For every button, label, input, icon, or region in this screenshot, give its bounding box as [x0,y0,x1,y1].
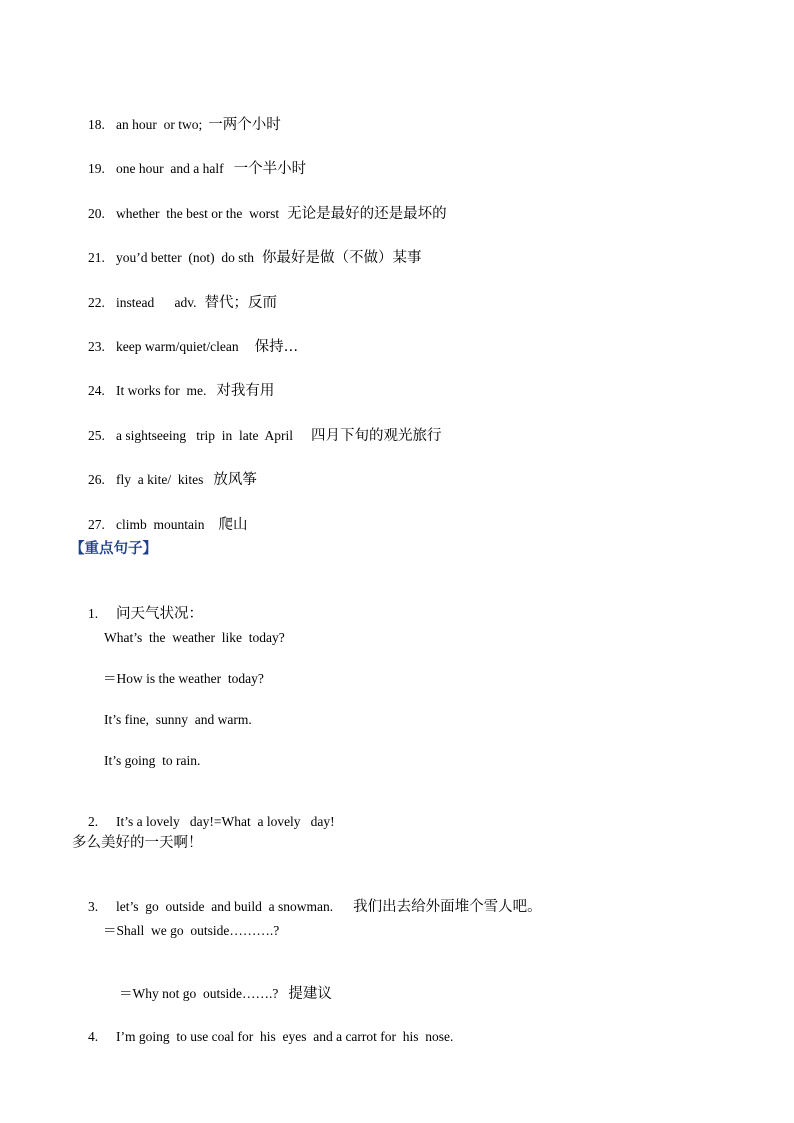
sentence-english: I’m going to use coal for his eyes and a carrot for his nose. [116,1029,454,1044]
example-sentence: It’s fine, sunny and warm. [104,712,252,727]
phrase-english: fly a kite/ kites [116,472,204,487]
phrase-english: keep warm/quiet/clean [116,339,239,354]
phrase-chinese: 你最好是做（不做）某事 [261,250,422,266]
phrase-english: an hour or two; [116,117,203,132]
phrase-chinese: 保持… [254,339,299,355]
usage-note: 提建议 [288,986,332,1002]
sentence-translation: 我们出去给外面堆个雪人吧。 [353,899,542,915]
item-number: 26. [88,472,105,487]
example-sentence: ＝How is the weather today? [103,671,264,686]
item-number: 3. [88,899,99,914]
item-number: 20. [88,206,105,221]
item-number: 19. [88,161,105,176]
phrase-english: one hour and a half [116,161,224,176]
phrase-chinese: 一个半小时 [233,161,307,177]
item-number: 21. [88,250,105,265]
sentence-english: It’s a lovely day!=What a lovely day! [116,814,335,829]
phrase-chinese: 替代；反而 [204,295,277,311]
example-sentence: ＝Shall we go outside……….? [103,923,280,938]
item-number: 25. [88,428,105,443]
phrase-english: climb mountain [116,517,205,532]
sentence-translation: 多么美好的一天啊！ [72,835,203,851]
sentence-item [72,1007,453,1067]
phrase-chinese: 放风筝 [213,472,257,488]
phrase-english: instead adv. [116,295,197,310]
item-number: 24. [88,383,105,398]
phrase-english: a sightseeing trip in late April [116,428,293,443]
item-number: 4. [88,1029,99,1044]
phrase-chinese: 爬山 [218,517,248,533]
phrase-chinese: 对我有用 [216,383,275,399]
example-sentence: It’s going to rain. [104,753,201,768]
phrase-chinese: 无论是最好的还是最坏的 [287,206,447,222]
sentence-english: ＝Why not go outside…….? [119,986,279,1001]
item-number: 27. [88,517,105,532]
item-number: 18. [88,117,105,132]
sentence-english: let’s go outside and build a snowman. [116,899,334,914]
item-number: 2. [88,814,99,829]
phrase-english: you’d better (not) do sth [116,250,254,265]
item-number: 1. [88,606,99,621]
sentence-heading: 问天气状况： [116,606,203,622]
phrase-english: It works for me. [116,383,207,398]
item-number: 22. [88,295,105,310]
example-sentence: What’s the weather like today? [104,630,285,645]
phrase-english: whether the best or the worst [116,206,280,221]
item-number: 23. [88,339,105,354]
phrase-chinese: 四月下旬的观光旅行 [310,428,442,444]
section-title: 【重点句子】 [70,541,157,557]
phrase-chinese: 一两个小时 [208,117,281,133]
